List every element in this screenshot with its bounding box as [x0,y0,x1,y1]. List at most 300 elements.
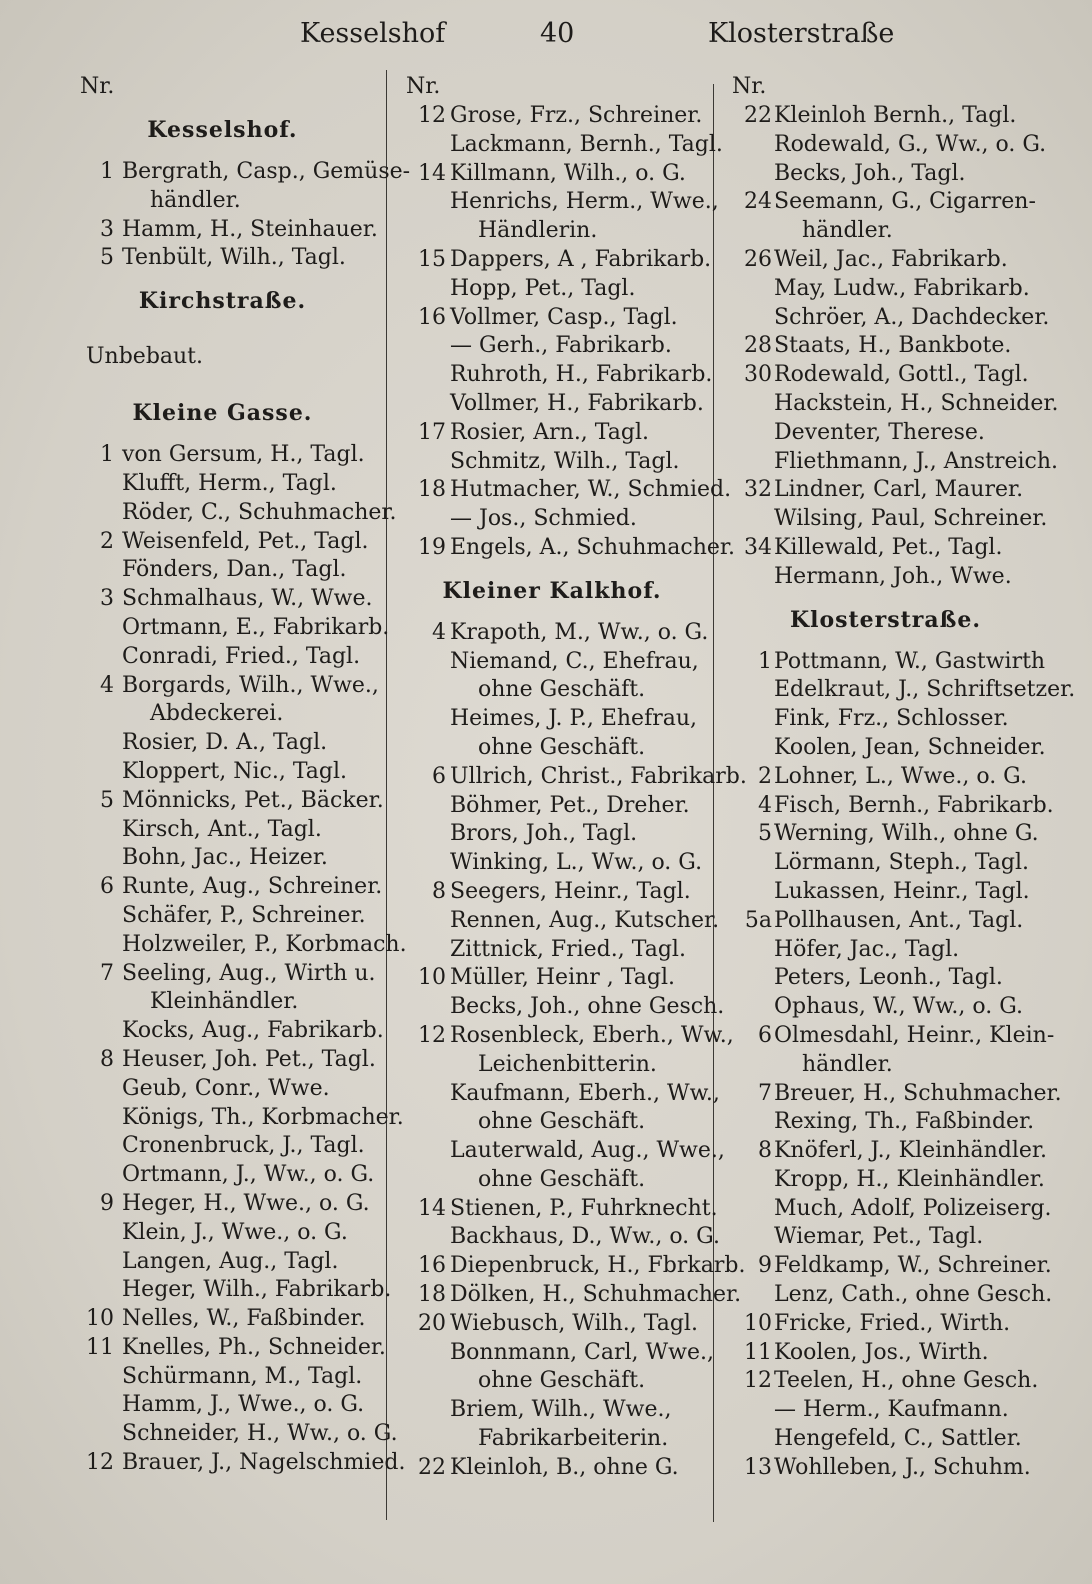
entry-text: Ortmann, E., Fabrikarb. [122,614,390,640]
entry-continuation [392,1425,712,1454]
house-number: 8 [758,1138,772,1164]
entry-text: Stienen, P., Fuhrknecht. [450,1195,718,1221]
page-header [0,14,1092,54]
column-1 [60,72,411,1522]
entry-text: Koolen, Jean, Schneider. [774,734,1046,760]
entry-text: Vollmer, Casp., Tagl. [450,304,678,330]
street-heading: Kirchstraße. [138,288,307,315]
nr-label: Nr. [406,74,441,99]
directory-entry [718,1195,1053,1224]
directory-entry [392,160,712,189]
entry-continuation [60,187,385,216]
entry-continuation-text: Kleinhändler. [150,989,299,1015]
entry-continuation-text: ohne Geschäft. [478,734,646,760]
entry-text: Rexing, Th., Faßbinder. [774,1109,1035,1135]
directory-entry [718,648,1053,677]
entry-text: Schäfer, P., Schreiner. [122,902,366,928]
house-number: 4 [100,672,114,698]
entry-text: Koolen, Jos., Wirth. [774,1339,989,1365]
entry-text: Seemann, G., Cigarren- [774,189,1036,215]
entry-text: Rosenbleck, Eberh., Ww., [450,1022,734,1048]
directory-entry [60,1334,385,1363]
house-number: 1 [100,159,114,184]
entry-continuation-text: ohne Geschäft. [478,677,646,703]
entry-text: Ullrich, Christ., Fabrikarb. [450,763,747,789]
entry-continuation [392,1108,712,1137]
entry-text: Knöferl, J., Kleinhändler. [774,1138,1048,1164]
entry-text: Tenbült, Wilh., Tagl. [122,245,346,271]
directory-entry [718,131,1053,160]
entry-text: Kloppert, Nic., Tagl. [122,758,348,784]
entry-text: Backhaus, D., Ww., o. G. [450,1224,720,1250]
house-number: 30 [744,362,772,388]
directory-entry [60,873,385,902]
directory-entry [60,244,385,273]
directory-entry [718,792,1053,821]
entry-text: Kleinloh, B., ohne G. [450,1454,679,1480]
entry-continuation-text: händler. [150,187,241,213]
directory-entry [392,1137,725,1166]
house-number: 5a [744,907,772,933]
directory-entry [392,936,712,965]
house-number: 6 [758,1022,772,1048]
house-number: 1 [758,648,772,674]
directory-entry [718,534,1053,563]
street-heading: Kesselshof. [147,117,298,143]
house-number: 3 [100,586,114,612]
entry-text: Henrichs, Herm., Wwe., [450,189,719,215]
entry-continuation [718,217,1053,246]
directory-entry [718,275,1053,304]
directory-entry [60,1161,385,1190]
note-text: Unbebaut. [86,344,204,370]
entry-text: Bohn, Jac., Heizer. [122,845,328,871]
entry-text: Hermann, Joh., Wwe. [774,563,1012,589]
entry-text: Winking, L., Ww., o. G. [450,850,703,876]
house-number: 7 [758,1080,772,1106]
entry-text: Geub, Conr., Wwe. [122,1075,330,1101]
directory-entry [392,792,712,821]
entry-continuation-text: Abdeckerei. [150,701,284,727]
directory-entry [60,216,385,245]
directory-entry [718,964,1053,993]
entry-text: Hamm, J., Wwe., o. G. [122,1392,365,1418]
header-left-street: Kesselshof [300,18,446,49]
entry-text: Zittnick, Fried., Tagl. [450,936,686,962]
directory-entry [392,448,712,477]
entry-text: Rosier, Arn., Tagl. [450,419,649,445]
entry-text: Becks, Joh., Tagl. [774,160,966,186]
directory-entry [718,1454,1053,1483]
directory-entry [718,505,1053,534]
directory-entry [718,676,1076,705]
entry-text: Lindner, Carl, Maurer. [774,477,1024,503]
directory-entry [718,1252,1053,1281]
entry-text: Knelles, Ph., Schneider. [122,1334,386,1360]
directory-entry [392,534,735,563]
directory-entry [60,441,385,470]
entry-text: Schneider, H., Ww., o. G. [122,1421,398,1447]
entry-text: Höfer, Jac., Tagl. [774,936,960,962]
entry-text: Teelen, H., ohne Gesch. [774,1368,1039,1394]
entry-text: Lörmann, Steph., Tagl. [774,850,1030,876]
directory-entry [718,419,1053,448]
entry-continuation [392,1166,712,1195]
entry-text: Ortmann, J., Ww., o. G. [122,1162,375,1188]
directory-entry [718,476,1053,505]
house-number: 7 [100,960,114,986]
entry-text: Heuser, Joh. Pet., Tagl. [122,1046,376,1072]
directory-entry [718,763,1053,792]
directory-entry [718,448,1059,477]
directory-entry [60,1132,385,1161]
entry-text: — Jos., Schmied. [450,506,637,532]
entry-text: May, Ludw., Fabrikarb. [774,275,1030,301]
entry-text: Rodewald, Gottl., Tagl. [774,362,1029,388]
entry-text: Runte, Aug., Schreiner. [122,874,383,900]
entry-text: Lackmann, Bernh., Tagl. [450,131,723,157]
directory-entry [60,1190,385,1219]
entry-continuation-text: händler. [802,1051,893,1077]
house-number: 11 [86,1334,114,1360]
entry-text: Staats, H., Bankbote. [774,333,1012,359]
directory-entry [718,102,1053,131]
directory-entry [60,844,385,873]
directory-entry [392,619,712,648]
directory-entry [718,820,1053,849]
directory-entry [60,787,385,816]
directory-entry [718,1339,1053,1368]
entry-text: Grose, Frz., Schreiner. [450,103,703,128]
directory-entry [392,505,712,534]
entry-text: Pollhausen, Ant., Tagl. [774,907,1024,933]
directory-entry [60,960,385,989]
directory-entry [60,672,385,701]
entry-continuation [60,700,385,729]
house-number: 9 [100,1190,114,1216]
directory-entry [60,470,385,499]
directory-entry [718,1080,1062,1109]
entry-text: Schmitz, Wilh., Tagl. [450,448,680,474]
directory-entry [60,614,390,643]
entry-text: Borgards, Wilh., Wwe., [122,672,379,698]
entry-text: Lukassen, Heinr., Tagl. [774,878,1030,904]
entry-continuation [392,676,712,705]
directory-entry [392,648,712,677]
directory-entry [392,246,712,275]
directory-entry [718,563,1053,592]
column-3 [718,72,1076,1522]
entry-text: Heger, H., Wwe., o. G. [122,1190,370,1216]
entry-text: Killmann, Wilh., o. G. [450,160,686,186]
directory-entry [392,1339,712,1368]
directory-entry [392,275,712,304]
entry-text: Vollmer, H., Fabrikarb. [450,390,704,416]
directory-entry [392,1223,720,1252]
directory-entry [60,643,385,672]
entry-text: Brors, Joh., Tagl. [450,821,638,847]
entry-text: Wohlleben, J., Schuhm. [774,1454,1031,1480]
entry-text: Dappers, A , Fabrikarb. [450,246,712,272]
directory-entry [718,361,1053,390]
entry-text: Hengefeld, C., Sattler. [774,1426,1022,1452]
directory-entry [392,1454,712,1483]
house-number: 6 [432,763,446,789]
entry-text: Much, Adolf, Polizeiserg. [774,1195,1052,1221]
entry-text: Kaufmann, Eberh., Ww., [450,1080,720,1106]
entry-text: Schröer, A., Dachdecker. [774,304,1050,330]
house-number: 16 [418,304,446,330]
house-number: 1 [100,442,114,468]
entry-text: von Gersum, H., Tagl. [122,442,365,468]
entry-text: Ophaus, W., Ww., o. G. [774,994,1024,1020]
house-number: 22 [744,103,772,128]
directory-entry [392,1195,718,1224]
entry-text: Mönnicks, Pet., Bäcker. [122,787,384,813]
entry-text: Bonnmann, Carl, Wwe., [450,1339,714,1365]
directory-entry [718,705,1053,734]
nr-column-label [60,72,385,102]
directory-entry [392,390,712,419]
directory-entry [392,131,723,160]
house-number: 18 [418,1282,446,1308]
directory-entry [60,758,385,787]
directory-entry [718,1137,1053,1166]
house-number: 8 [100,1046,114,1072]
directory-entry [60,902,385,931]
house-number: 19 [418,534,446,560]
directory-entry [718,1425,1053,1454]
house-number: 10 [744,1310,772,1336]
entry-text: Engels, A., Schuhmacher. [450,534,735,560]
directory-entry [392,820,712,849]
directory-entry [60,585,385,614]
entry-text: Ruhroth, H., Fabrikarb. [450,362,713,388]
header-right-street: Klosterstraße [708,18,895,49]
entry-text: Heger, Wilh., Fabrikarb. [122,1277,392,1303]
house-number: 4 [758,792,772,818]
entry-text: Nelles, W., Faßbinder. [122,1306,366,1332]
entry-text: Lohner, L., Wwe., o. G. [774,763,1027,789]
entry-text: Killewald, Pet., Tagl. [774,534,1003,560]
entry-continuation-text: händler. [802,218,893,244]
directory-entry [60,729,385,758]
house-number: 22 [418,1454,446,1480]
directory-entry [718,332,1053,361]
column-2 [392,72,747,1522]
entry-text: Fink, Frz., Schlosser. [774,706,1009,732]
directory-entry [60,1391,385,1420]
entry-text: Edelkraut, J., Schriftsetzer. [774,677,1076,703]
entry-text: Fliethmann, J., Anstreich. [774,448,1059,474]
entry-text: Heimes, J. P., Ehefrau, [450,706,698,732]
directory-entry [392,188,719,217]
entry-text: Rosier, D. A., Tagl. [122,730,328,756]
entry-text: Fricke, Fried., Wirth. [774,1310,1011,1336]
entry-continuation [392,217,712,246]
entry-text: Becks, Joh., ohne Gesch. [450,994,725,1020]
house-number: 9 [758,1253,772,1279]
house-number: 18 [418,477,446,503]
directory-entry [718,246,1053,275]
directory-entry [718,390,1059,419]
entry-text: Peters, Leonh., Tagl. [774,965,1003,991]
entry-text: Breuer, H., Schuhmacher. [774,1080,1062,1106]
nr-label: Nr. [80,74,115,99]
entry-continuation [392,1051,712,1080]
nr-label: Nr. [732,74,767,99]
house-number: 8 [432,878,446,904]
entry-text: Wilsing, Paul, Schreiner. [774,506,1048,532]
street-heading: Kleine Gasse. [132,400,313,427]
directory-entry [718,936,1053,965]
directory-entry [392,1310,712,1339]
directory-entry [60,528,385,557]
entry-text: Holzweiler, P., Korbmach. [122,931,407,957]
directory-entry [718,160,1053,189]
directory-entry [392,361,712,390]
entry-text: Röder, C., Schuhmacher. [122,499,397,525]
directory-entry [60,1363,385,1392]
entry-continuation-text: Leichenbitterin. [478,1051,657,1077]
directory-entry [392,1396,712,1425]
entry-text: Pottmann, W., Gastwirth [774,648,1046,674]
entry-continuation-text: ohne Geschäft. [478,1109,646,1135]
directory-entry [60,1017,385,1046]
entry-text: Cronenbruck, J., Tagl. [122,1133,365,1159]
entry-text: Weisenfeld, Pet., Tagl. [122,528,369,554]
house-number: 28 [744,333,772,359]
entry-text: Krapoth, M., Ww., o. G. [450,619,709,645]
directory-entry [60,1305,385,1334]
entry-text: Fisch, Bernh., Fabrikarb. [774,792,1054,818]
directory-entry [392,476,732,505]
directory-entry [60,1248,385,1277]
house-number: 20 [418,1310,446,1336]
house-number: 6 [100,874,114,900]
entry-text: Brauer, J., Nagelschmied. [122,1450,406,1476]
entry-text: Wiebusch, Wilh., Tagl. [450,1310,698,1336]
entry-text: Schürmann, M., Tagl. [122,1363,363,1389]
entry-text: — Herm., Kaufmann. [774,1397,1009,1423]
entry-text: Deventer, Therese. [774,419,985,445]
entry-text: Hutmacher, W., Schmied. [450,477,732,503]
directory-entry [718,188,1053,217]
directory-entry [392,705,712,734]
directory-entry [60,1276,392,1305]
entry-text: Bergrath, Casp., Gemüse- [122,159,411,184]
entry-text: Müller, Heinr , Tagl. [450,965,675,991]
entry-text: Kocks, Aug., Fabrikarb. [122,1018,384,1044]
house-number: 10 [86,1306,114,1332]
entry-text: Diepenbruck, H., Fbrkarb. [450,1253,746,1279]
directory-entry [392,1252,746,1281]
entry-text: Briem, Wilh., Wwe., [450,1397,672,1423]
entry-text: Königs, Th., Korbmacher. [122,1104,404,1130]
entry-text: Seeling, Aug., Wirth u. [122,960,376,986]
entry-text: Schmalhaus, W., Wwe. [122,586,373,612]
directory-entry [392,907,720,936]
directory-entry [392,102,712,131]
directory-entry [392,964,712,993]
entry-text: Langen, Aug., Tagl. [122,1248,339,1274]
directory-entry [392,1281,742,1310]
directory-entry [60,1449,406,1478]
directory-entry [60,816,385,845]
house-number: 4 [432,619,446,645]
entry-text: Conradi, Fried., Tagl. [122,643,361,669]
directory-entry [718,1223,1053,1252]
street-heading: Kleiner Kalkhof. [442,577,662,604]
nr-column-label [718,72,1053,102]
house-number: 12 [418,103,446,128]
house-number: 14 [418,1195,446,1221]
house-number: 11 [744,1339,772,1365]
entry-text: Hopp, Pet., Tagl. [450,275,636,301]
directory-entry [718,304,1053,333]
house-number: 13 [744,1454,772,1480]
entry-text: Dölken, H., Schuhmacher. [450,1282,742,1308]
house-number: 12 [86,1450,114,1476]
directory-entry [718,1396,1053,1425]
entry-text: Wiemar, Pet., Tagl. [774,1224,984,1250]
page-number: 40 [540,18,575,49]
house-number: 26 [744,246,772,272]
directory-entry [60,931,407,960]
directory-entry [392,878,712,907]
directory-entry [392,1080,720,1109]
house-number: 12 [744,1368,772,1394]
directory-entry [718,734,1053,763]
directory-entry [718,993,1053,1022]
directory-entry [718,907,1053,936]
directory-entry [392,332,712,361]
entry-continuation-text: Fabrikarbeiterin. [478,1426,669,1452]
entry-text: Klufft, Herm., Tagl. [122,470,337,496]
house-number: 5 [100,787,114,813]
house-number: 3 [100,216,114,242]
house-number: 5 [758,821,772,847]
note-line [60,329,385,385]
directory-entry [60,1104,404,1133]
directory-entry [718,1310,1053,1339]
entry-text: Seegers, Heinr., Tagl. [450,878,691,904]
entry-continuation-text: ohne Geschäft. [478,1368,646,1394]
directory-entry [60,158,411,187]
street-heading: Klosterstraße. [789,606,982,633]
entry-text: — Gerh., Fabrikarb. [450,333,672,359]
directory-entry [60,499,397,528]
house-number: 16 [418,1253,446,1279]
house-number: 34 [744,534,772,560]
directory-entry [718,1022,1053,1051]
house-number: 24 [744,189,772,215]
directory-entry [60,1046,385,1075]
directory-entry [392,1022,734,1051]
directory-entry [718,849,1053,878]
directory-entry [392,763,747,792]
entry-text: Werning, Wilh., ohne G. [774,821,1039,847]
entry-continuation-text: ohne Geschäft. [478,1166,646,1192]
entry-text: Rodewald, G., Ww., o. G. [774,131,1047,157]
house-number: 2 [100,528,114,554]
entry-text: Feldkamp, W., Schreiner. [774,1253,1052,1279]
house-number: 12 [418,1022,446,1048]
directory-entry [60,1420,398,1449]
entry-text: Hackstein, H., Schneider. [774,390,1059,416]
entry-text: Rennen, Aug., Kutscher. [450,907,720,933]
directory-entry [392,993,725,1022]
